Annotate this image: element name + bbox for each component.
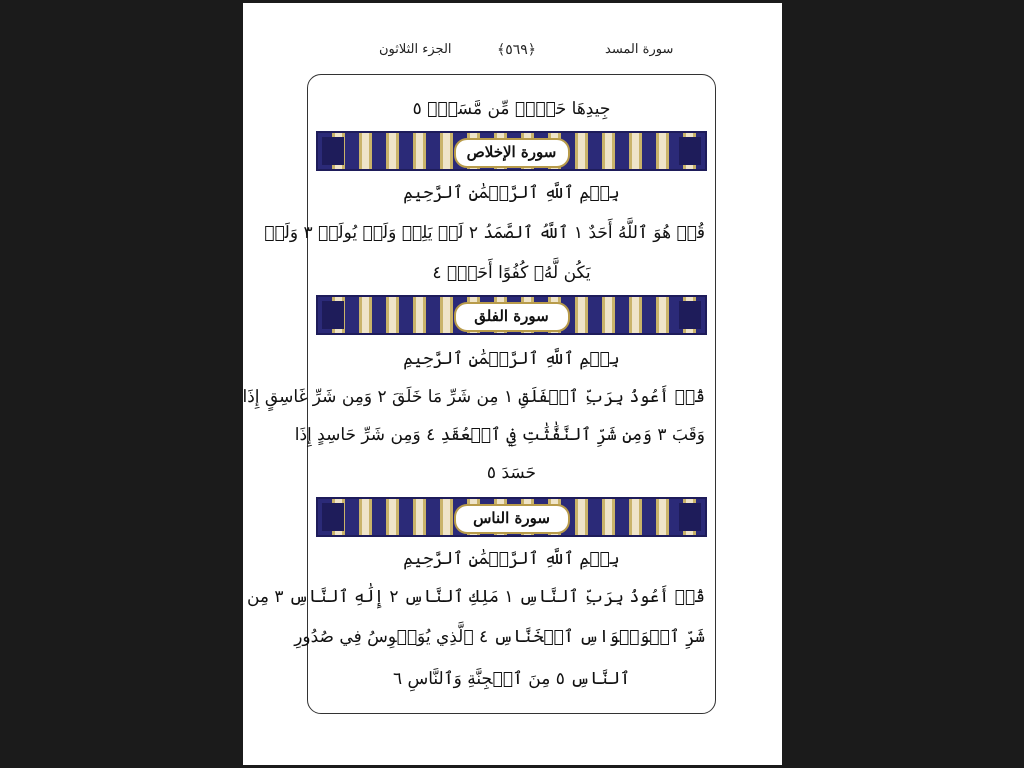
ornament-icon bbox=[322, 503, 344, 531]
surah-banner-ikhlas bbox=[316, 131, 707, 171]
surah-title-header: سورة المسد bbox=[605, 42, 674, 57]
surah-banner-title: سورة الناس bbox=[454, 504, 570, 534]
juz-label: الجزء الثلاثون bbox=[379, 42, 452, 57]
basmala: بِسۡمِ ٱللَّهِ ٱلرَّحۡمَٰنِ ٱلرَّحِيمِ bbox=[403, 549, 620, 569]
verse-line: قُلۡ هُوَ ٱللَّهُ أَحَدٌ ١ ٱللَّهُ ٱلصَّمَدُ ٢ لَمۡ يَلِدۡ وَلَمۡ يُولَدۡ ٣ وَلَمۡ bbox=[264, 223, 705, 243]
verse-line: جِيدِهَا حَبۡلٞ مِّن مَّسَدِۭ ٥ bbox=[412, 99, 611, 119]
surah-banner-nas bbox=[316, 497, 707, 537]
basmala: بِسۡمِ ٱللَّهِ ٱلرَّحۡمَٰنِ ٱلرَّحِيمِ bbox=[403, 183, 620, 203]
verse-line: وَقَبَ ٣ وَمِن شَرِّ ٱلنَّفَّٰثَٰتِ فِي ٱلۡعُقَدِ ٤ وَمِن شَرِّ حَاسِدٍ إِذَا bbox=[294, 425, 705, 445]
mushaf-page bbox=[243, 3, 782, 765]
surah-banner-title: سورة الفلق bbox=[454, 302, 570, 332]
ornament-icon bbox=[322, 301, 344, 329]
verse-line: قُلۡ أَعُوذُ بِرَبِّ ٱلۡفَلَقِ ١ مِن شَرِّ مَا خَلَقَ ٢ وَمِن شَرِّ غَاسِقٍ إِذَا bbox=[242, 387, 705, 407]
text-frame bbox=[242, 74, 716, 714]
verse-line: ٱلنَّاسِ ٥ مِنَ ٱلۡجِنَّةِ وَٱلنَّاسِ ٦ bbox=[392, 669, 631, 689]
ornament-icon bbox=[322, 137, 344, 165]
verse-line: يَكُن لَّهُۥ كُفُوًا أَحَدُۢ ٤ bbox=[432, 263, 591, 283]
verse-line: قُلۡ أَعُوذُ بِرَبِّ ٱلنَّاسِ ١ مَلِكِ ٱلنَّاسِ ٢ إِلَٰهِ ٱلنَّاسِ ٣ مِن bbox=[246, 587, 705, 607]
verse-line: حَسَدَ ٥ bbox=[486, 463, 537, 483]
basmala: بِسۡمِ ٱللَّهِ ٱلرَّحۡمَٰنِ ٱلرَّحِيمِ bbox=[403, 349, 620, 369]
verse-line: شَرِّ ٱلۡوَسۡوَاسِ ٱلۡخَنَّاسِ ٤ ٱلَّذِي يُوَسۡوِسُ فِي صُدُورِ bbox=[294, 627, 705, 647]
page-number: ﴿٥٦٩﴾ bbox=[497, 42, 536, 58]
ornament-icon bbox=[679, 301, 701, 329]
ornament-icon bbox=[679, 503, 701, 531]
surah-banner-title: سورة الإخلاص bbox=[454, 138, 570, 168]
ornament-icon bbox=[679, 137, 701, 165]
surah-banner-falaq bbox=[316, 295, 707, 335]
